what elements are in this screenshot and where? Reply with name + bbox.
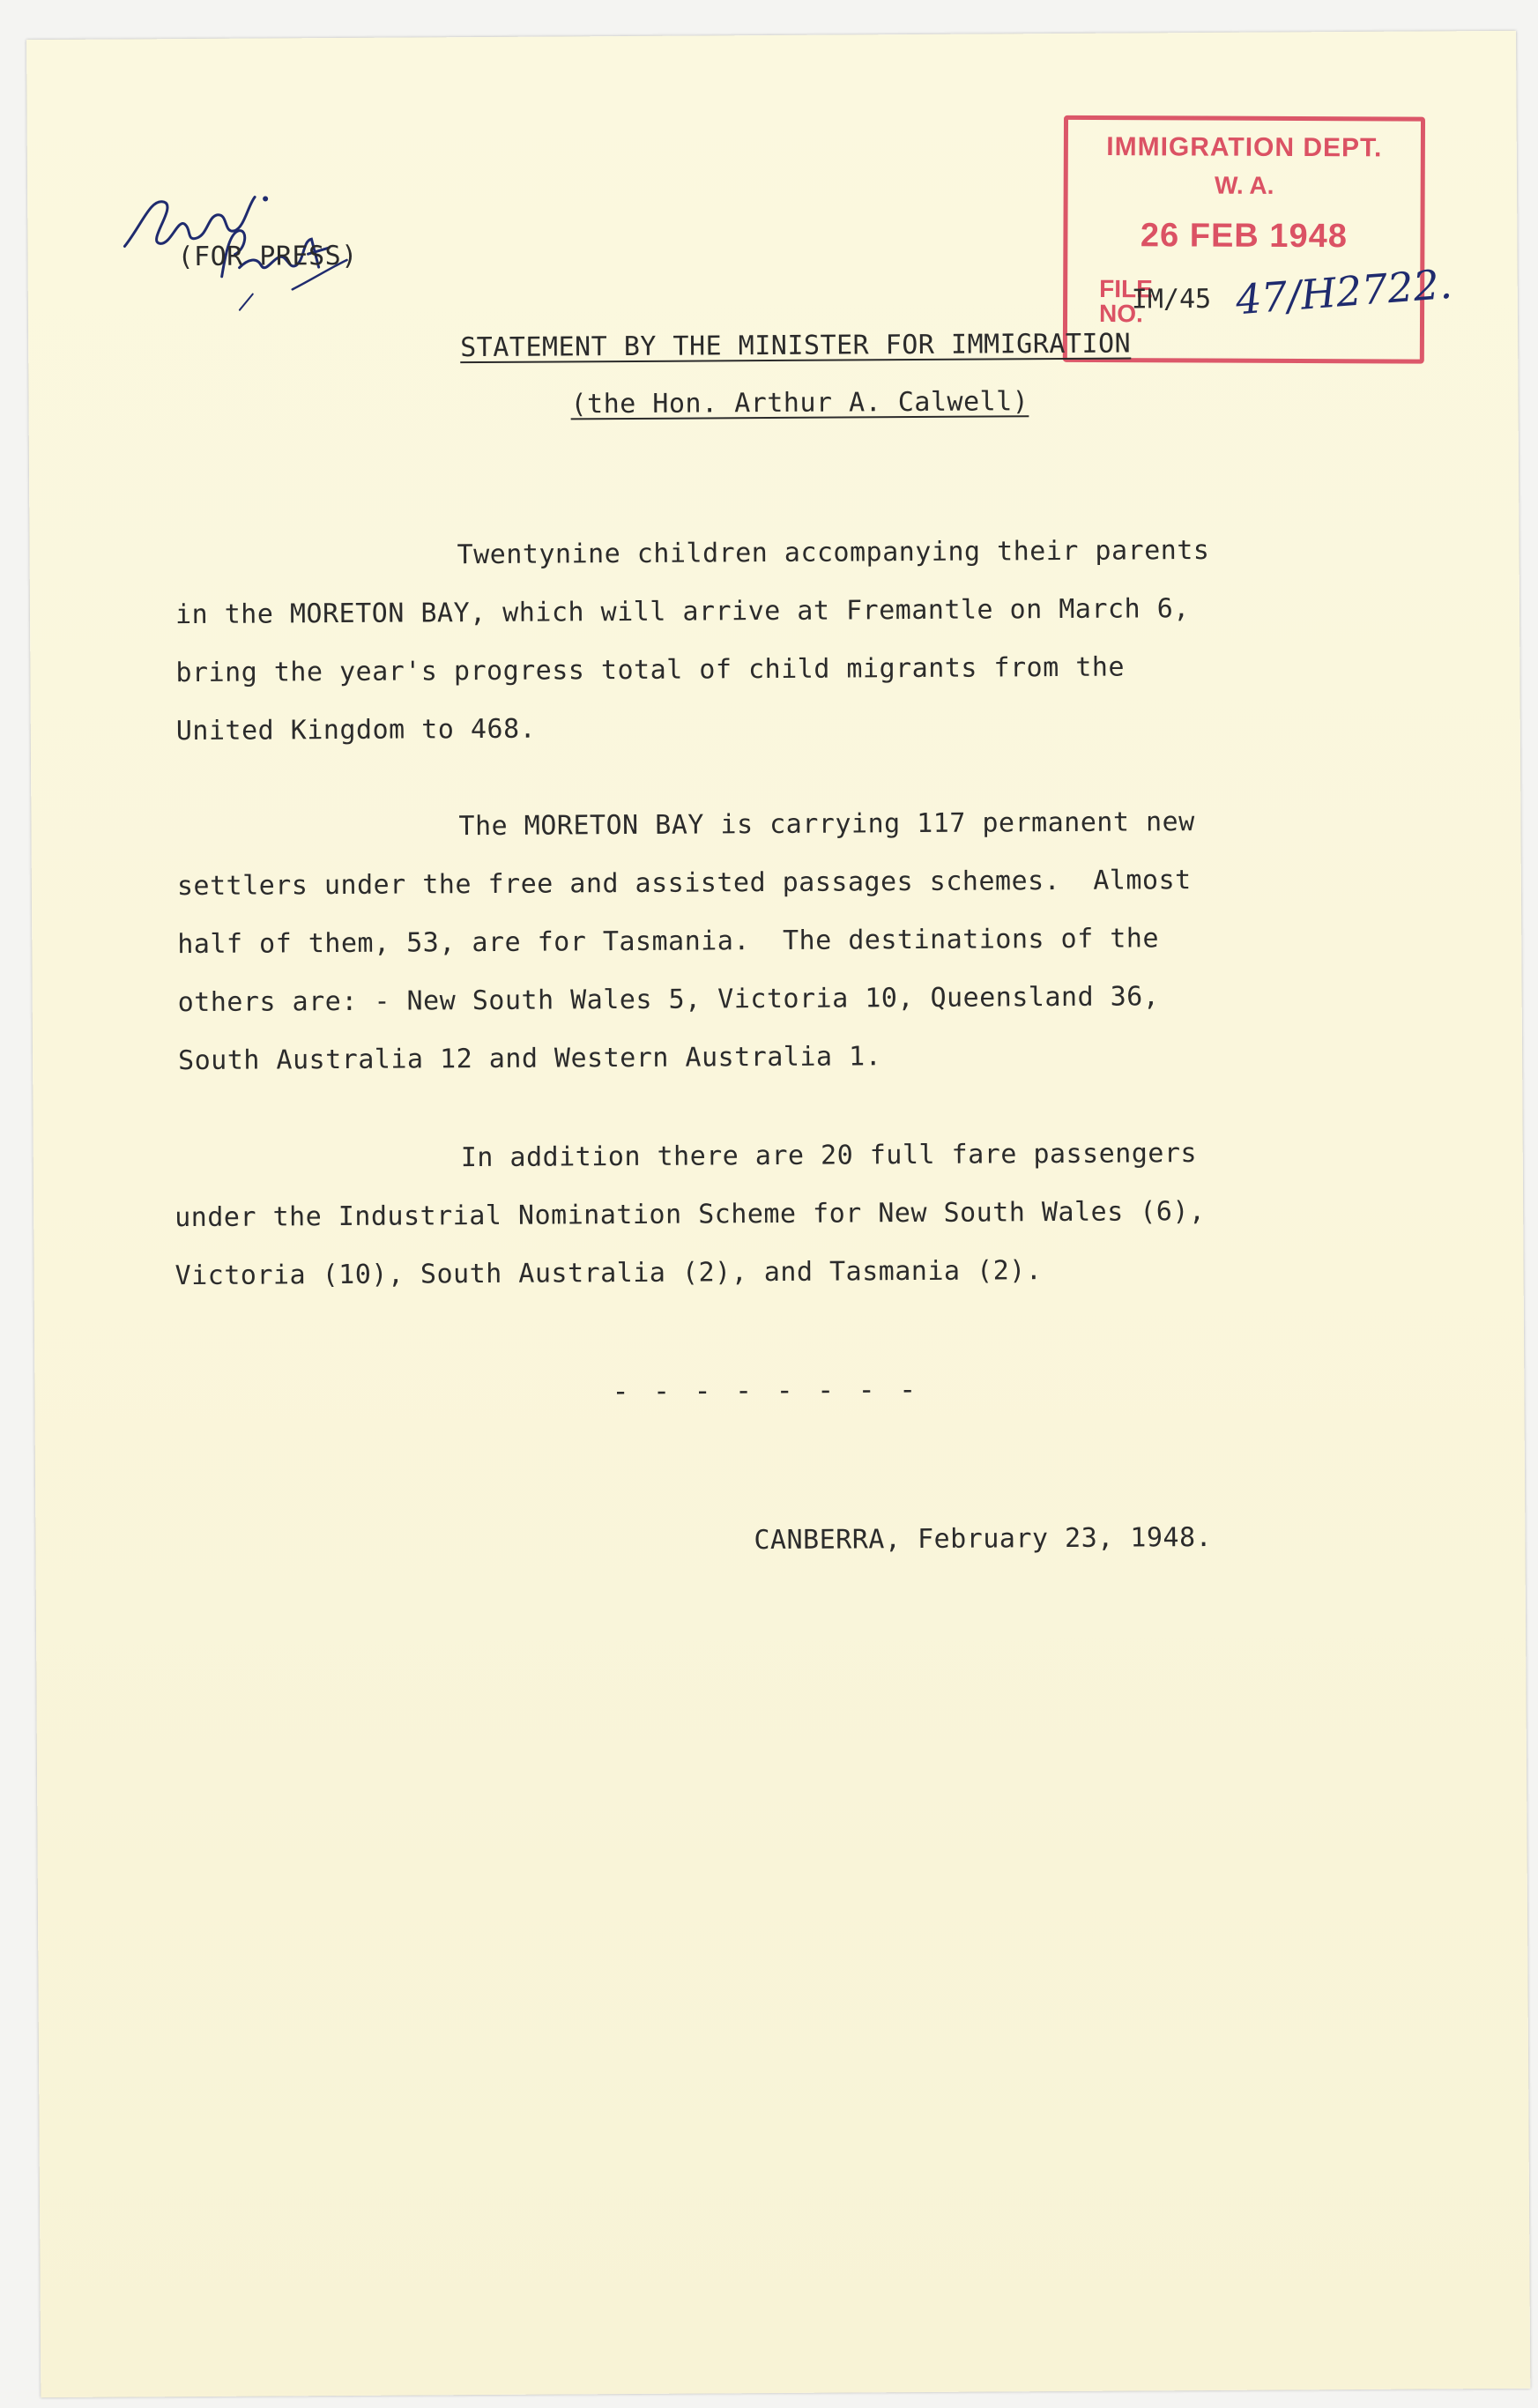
paragraph-2-line-4: others are: - New South Wales 5, Victoria 10, Queensland 36, bbox=[177, 981, 1160, 1019]
stamp-file-label-1: FILE bbox=[1099, 275, 1153, 303]
stamp-date: 26 FEB 1948 bbox=[1140, 217, 1348, 256]
paragraph-3-line-3: Victoria (10), South Australia (2), and Tasmania (2). bbox=[175, 1255, 1043, 1292]
document-page bbox=[26, 31, 1530, 2397]
paragraph-1-line-2: in the MORETON BAY, which will arrive at Fremantle on March 6, bbox=[175, 593, 1190, 631]
paragraph-1-line-4: United Kingdom to 468. bbox=[175, 713, 537, 747]
separator-dashes: - - - - - - - - bbox=[612, 1372, 920, 1408]
subtitle-text: (the Hon. Arthur A. Calwell) bbox=[570, 386, 1029, 420]
stamp-dept: IMMIGRATION DEPT. bbox=[1106, 132, 1383, 163]
paragraph-1-line-1: Twentynine children accompanying their parents bbox=[457, 534, 1210, 571]
paragraph-2-line-3: half of them, 53, are for Tasmania. The destinations of the bbox=[177, 923, 1160, 961]
immigration-dept-stamp bbox=[1063, 115, 1425, 364]
document-subtitle bbox=[570, 386, 1029, 420]
paragraph-2-line-1: The MORETON BAY is carrying 117 permanent new bbox=[458, 806, 1195, 843]
stamp-file-number-handwritten: 47/H2722. bbox=[1234, 259, 1454, 324]
stamp-state: W. A. bbox=[1214, 171, 1274, 199]
document-title: STATEMENT BY THE MINISTER FOR IMMIGRATION bbox=[460, 328, 1132, 364]
paragraph-2-line-5: South Australia 12 and Western Australia 1. bbox=[177, 1041, 882, 1077]
paragraph-3-line-2: under the Industrial Nomination Scheme for New South Wales (6), bbox=[175, 1196, 1206, 1234]
for-press-label: (FOR PRESS) bbox=[177, 240, 358, 273]
stamp-file-number-typed: IM/45 bbox=[1131, 283, 1212, 316]
stamp-file-label-2: NO. bbox=[1098, 300, 1143, 328]
paragraph-2-line-2: settlers under the free and assisted passages schemes. Almost bbox=[176, 865, 1192, 903]
paragraph-1-line-3: bring the year's progress total of child migrants from the bbox=[175, 651, 1126, 689]
handwritten-note-signature bbox=[115, 135, 381, 313]
dateline: CANBERRA, February 23, 1948. bbox=[754, 1521, 1213, 1557]
paragraph-3-line-1: In addition there are 20 full fare passengers bbox=[460, 1138, 1198, 1174]
